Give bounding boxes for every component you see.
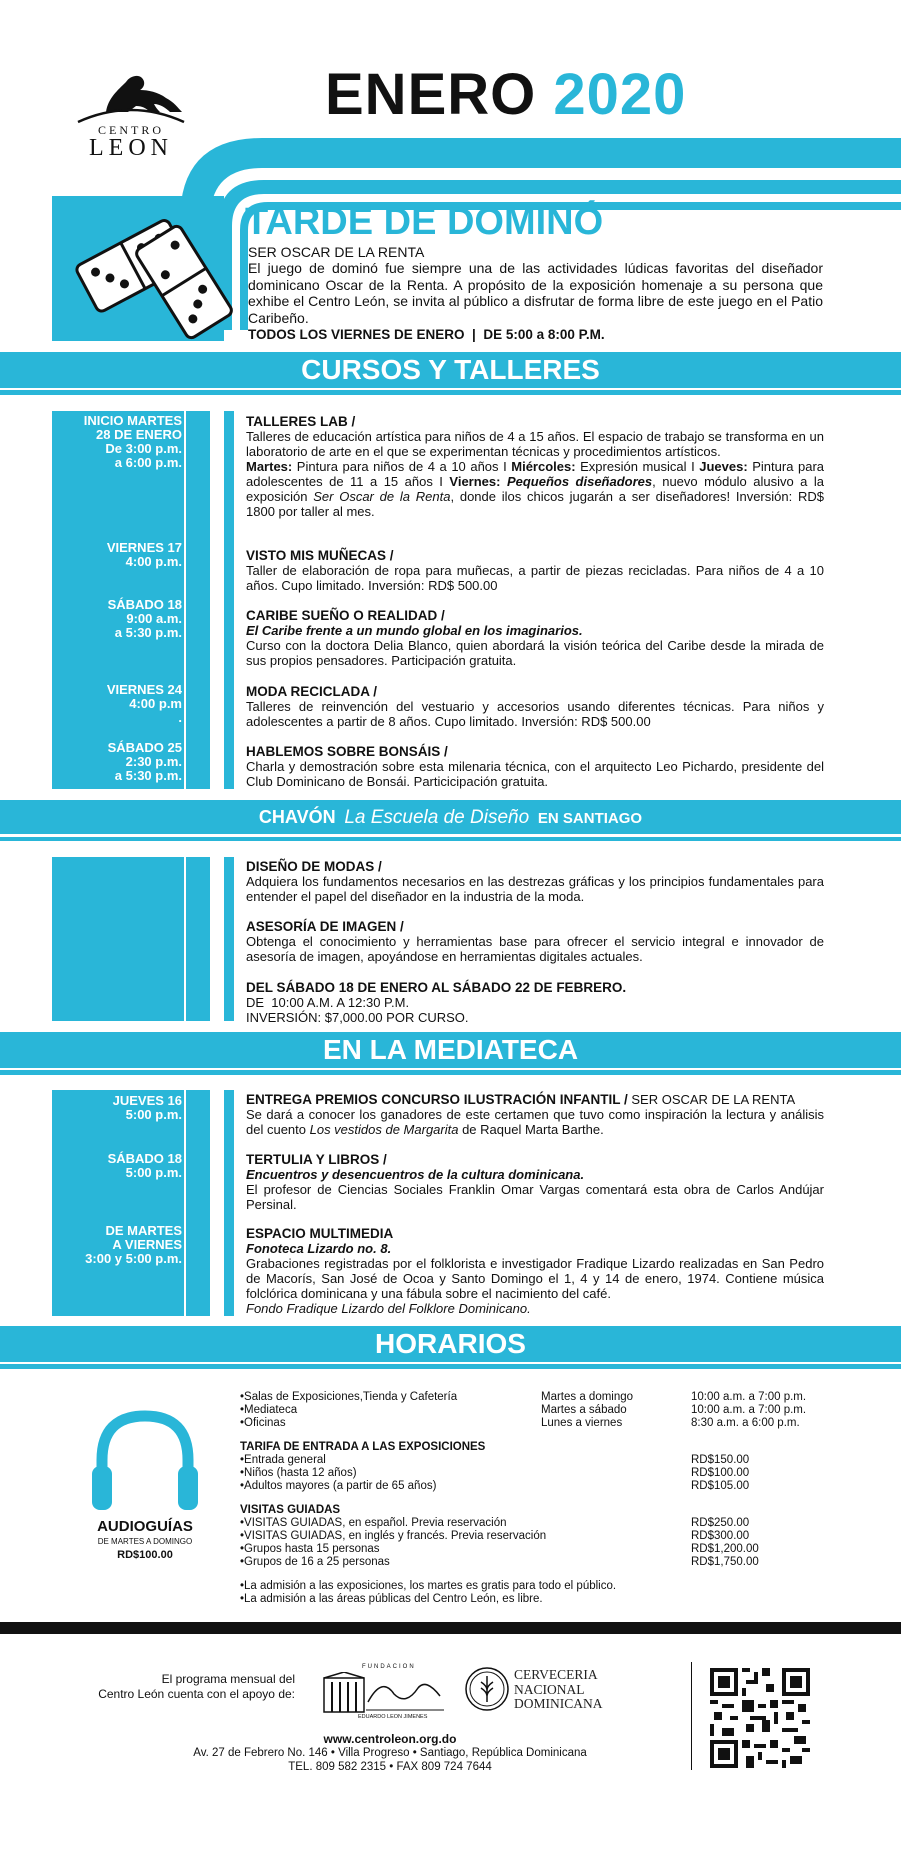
support-line: Centro León cuenta con el apoyo de: xyxy=(98,1687,295,1701)
horarios-band xyxy=(0,1326,901,1362)
domino-subtitle: SER OSCAR DE LA RENTA xyxy=(248,244,425,260)
curso-description: Curso con la doctora Delia Blanco, quien abordará la visión teórica del Caribe desde la mirada de sus propios pensadores. Participación gratuita. xyxy=(246,638,824,668)
cerveceria-text xyxy=(514,1668,603,1712)
schedule-place: •Mediateca xyxy=(240,1404,298,1416)
chavon-item-title: ASESORÍA DE IMAGEN / xyxy=(246,919,404,934)
date-line: 4:00 p.m xyxy=(129,696,182,711)
date-line: INICIO MARTES xyxy=(83,413,182,428)
chavon-band xyxy=(0,800,901,834)
credit-text: Fondo Fradique Lizardo del Folklore Dominicano. xyxy=(246,1301,531,1316)
date-line: De 3:00 p.m. xyxy=(105,441,182,456)
chavon-item xyxy=(246,859,824,904)
logo-line-1: CENTRO xyxy=(98,123,164,137)
curso-title: MODA RECICLADA / xyxy=(246,684,377,699)
wheat-emblem-icon xyxy=(464,1666,510,1712)
page-title xyxy=(325,62,686,128)
curso-description: Charla y demostración sobre esta milenaria técnica, con el arquitecto Leo Pichardo, presidente del Club Dominicano de Bonsái. Particicipación gratuita. xyxy=(246,759,824,789)
audioguide-block xyxy=(82,1408,208,1568)
mediateca-date-column xyxy=(52,1090,184,1316)
cursos-band-title: CURSOS Y TALLERES xyxy=(301,354,600,385)
curso-date xyxy=(52,598,182,640)
chavon-location: EN SANTIAGO xyxy=(537,810,643,827)
chavon-dates-price: INVERSIÓN: $7,000.00 POR CURSO. xyxy=(246,1010,469,1025)
tarifa-label: •Niños (hasta 12 años) xyxy=(240,1467,357,1479)
domino-schedule: TODOS LOS VIERNES DE ENERO | DE 5:00 a 8:00 P.M. xyxy=(248,327,605,342)
date-line: A VIERNES xyxy=(112,1237,182,1252)
mediateca-item-title: TERTULIA Y LIBROS / xyxy=(246,1152,387,1167)
date-line: a 5:30 p.m. xyxy=(114,625,182,640)
mediateca-item-credit xyxy=(246,1301,824,1316)
date-line: 4:00 p.m. xyxy=(125,554,182,569)
cursos-date-column-strip xyxy=(186,411,210,789)
mediateca-item xyxy=(246,1152,824,1212)
qr-code-icon[interactable] xyxy=(710,1668,810,1768)
curso-date xyxy=(52,541,182,569)
visitas-label: •Grupos de 16 a 25 personas xyxy=(240,1556,390,1568)
admission-note: •La admisión a las exposiciones, los martes es gratis para todo el público. xyxy=(240,1580,617,1592)
text: , donde ilos chicos jugarán a ser diseñadores! Inversión: RD$ 1800 por taller al mes. xyxy=(246,489,824,519)
building-icon xyxy=(322,1672,446,1716)
text: Pintura para adolescentes de 11 a 15 años I xyxy=(246,459,825,489)
curso-date xyxy=(52,683,182,725)
subtitle-text: Encuentros y desencuentros de la cultura dominicana. xyxy=(246,1167,585,1182)
chavon-dates-hours: DE 10:00 A.M. A 12:30 P.M. xyxy=(246,995,410,1010)
mediateca-date-column-strip-thin xyxy=(224,1090,234,1316)
text: Expresión musical I xyxy=(575,459,700,474)
curso-item xyxy=(246,608,824,668)
text: , nuevo módulo alusivo a la exposición xyxy=(246,474,824,504)
cursos-band xyxy=(0,352,901,388)
mediateca-band-title: EN LA MEDIATECA xyxy=(322,1034,579,1065)
chavon-item-description: Obtenga el conocimiento y herramientas base para ofrecer el servicio integral e innovador de asesoría de imagen, apoyándose en herramientas digitales actuales. xyxy=(246,934,824,964)
mediateca-date xyxy=(52,1094,182,1122)
date-line: 9:00 a.m. xyxy=(126,611,182,626)
date-line: JUEVES 16 xyxy=(112,1093,182,1108)
chavon-item-description: Adquiera los fundamentos necesarios en las destrezas gráficas y los principios fundamentales para entender el papel del diseñador en la industria de la moda. xyxy=(246,874,824,904)
mediateca-item-title xyxy=(246,1092,824,1107)
title-suffix: SER OSCAR DE LA RENTA xyxy=(627,1092,796,1107)
curso-item xyxy=(246,684,824,729)
curso-subtitle xyxy=(246,623,824,638)
curso-item xyxy=(246,414,824,519)
fundacion-logo[interactable] xyxy=(322,1664,446,1724)
visitas-label: •VISITAS GUIADAS, en inglés y francés. Previa reservación xyxy=(240,1530,547,1542)
chavon-item xyxy=(246,919,824,964)
phone-fax: TEL. 809 582 2315 • FAX 809 724 7644 xyxy=(288,1761,492,1773)
date-line: SÁBADO 18 xyxy=(107,597,182,612)
visitas-price: RD$300.00 xyxy=(691,1530,750,1542)
mediateca-band xyxy=(0,1032,901,1068)
mediateca-date xyxy=(52,1224,182,1266)
schedule-place: •Oficinas xyxy=(240,1417,286,1429)
day-label: Martes: xyxy=(246,459,293,474)
curso-item xyxy=(246,744,824,789)
band-stripe xyxy=(0,837,901,841)
support-text xyxy=(60,1672,295,1702)
text: Se dará a conocer los ganadores de este certamen que tuvo como inspiración la lectura y análisis del cuento xyxy=(246,1107,824,1137)
footer-divider xyxy=(0,1622,901,1634)
text: de Raquel Marta Barthe. xyxy=(458,1122,604,1137)
text: Pintura para niños de 4 a 10 años I xyxy=(292,459,512,474)
logo-line-2: LEON xyxy=(89,135,173,161)
domino-icon xyxy=(66,204,236,344)
website-link[interactable]: www.centroleon.org.do xyxy=(323,1732,457,1746)
schedule-hours: 10:00 a.m. a 7:00 p.m. xyxy=(691,1404,807,1416)
mediateca-item-subtitle xyxy=(246,1241,824,1256)
exhibit-name: Ser Oscar de la Renta xyxy=(313,489,451,504)
cursos-date-column-strip-thin xyxy=(224,411,234,789)
date-line: a 5:30 p.m. xyxy=(114,768,182,783)
tarifa-label: •Entrada general xyxy=(240,1454,326,1466)
mediateca-item-description: El profesor de Ciencias Sociales Franklin Omar Vargas comentará esta obra de Carlos Andújar Persinal. xyxy=(246,1182,824,1212)
tarifa-price: RD$100.00 xyxy=(691,1467,750,1479)
title-year: 2020 xyxy=(553,62,687,127)
headphones-icon xyxy=(82,1408,208,1516)
chavon-date-column-strip xyxy=(186,857,210,1021)
subtitle-text: Fonoteca Lizardo no. 8. xyxy=(246,1241,392,1256)
day-label: Jueves: xyxy=(699,459,748,474)
cerveceria-line: NACIONAL xyxy=(514,1681,585,1697)
date-line: SÁBADO 25 xyxy=(107,740,182,755)
chavon-dates-title: DEL SÁBADO 18 DE ENERO AL SÁBADO 22 DE FEBRERO. xyxy=(246,980,627,995)
chavon-date-column xyxy=(52,857,184,1021)
fundacion-bottom-text: EDUARDO LEON JIMENES xyxy=(358,1714,428,1720)
subtitle-text: El Caribe frente a un mundo global en los imaginarios. xyxy=(246,623,583,638)
date-line: 28 DE ENERO xyxy=(96,427,182,442)
address: Av. 27 de Febrero No. 146 • Villa Progreso • Santiago, República Dominicana xyxy=(193,1747,587,1759)
tarifa-title: TARIFA DE ENTRADA A LAS EXPOSICIONES xyxy=(240,1441,486,1453)
title-text: ENTREGA PREMIOS CONCURSO ILUSTRACIÓN INFANTIL / xyxy=(246,1092,628,1107)
visitas-label: •Grupos hasta 15 personas xyxy=(240,1543,380,1555)
date-line: DE MARTES xyxy=(105,1223,182,1238)
mediateca-date-column-strip xyxy=(186,1090,210,1316)
chavon-band-title xyxy=(0,800,901,836)
curso-title: HABLEMOS SOBRE BONSÁIS / xyxy=(246,744,448,759)
date-line: SÁBADO 18 xyxy=(107,1151,182,1166)
mediateca-item-subtitle xyxy=(246,1167,824,1182)
date-line: a 6:00 p.m. xyxy=(114,455,182,470)
admission-note: •La admisión a las áreas públicas del Centro León, es libre. xyxy=(240,1593,543,1605)
band-stripe xyxy=(0,1364,901,1369)
module-name: Pequeños diseñadores xyxy=(506,474,653,489)
mediateca-item-description: Grabaciones registradas por el folklorista e investigador Fradique Lizardo realizadas en San Pedro de Macorís, San José de Ocoa y Santo Domingo el 1, 4 y 14 de enero, 1974. Contiene música folclórica dominicana y una fábula sobre el nacimiento del café. xyxy=(246,1256,824,1301)
curso-title: CARIBE SUEÑO O REALIDAD / xyxy=(246,608,445,623)
curso-description: Talleres de reinvención del vestuario y accesorios usando diferentes técnicas. Para niños y adolescentes a partir de 8 años. Cupo limitado. Inversión: RD$ 500.00 xyxy=(246,699,824,729)
band-stripe xyxy=(0,390,901,395)
tarifa-label: •Adultos mayores (a partir de 65 años) xyxy=(240,1480,437,1492)
chavon-date-column-strip-thin xyxy=(224,857,234,1021)
support-line: El programa mensual del xyxy=(161,1672,295,1686)
curso-date xyxy=(52,741,182,783)
schedule-hours: 8:30 a.m. a 6:00 p.m. xyxy=(691,1417,800,1429)
curso-schedule-detail xyxy=(246,459,824,519)
audioguide-price: RD$100.00 xyxy=(117,1549,173,1561)
date-line: 5:00 p.m. xyxy=(125,1165,182,1180)
schedule-days: Lunes a viernes xyxy=(541,1417,623,1429)
audioguide-days: DE MARTES A DOMINGO xyxy=(97,1537,193,1546)
lion-icon xyxy=(66,68,196,128)
schedule-days: Martes a domingo xyxy=(541,1391,634,1403)
day-label: Viernes: xyxy=(449,474,507,489)
cerveceria-logo[interactable] xyxy=(464,1666,614,1716)
visitas-title: VISITAS GUIADAS xyxy=(240,1504,341,1516)
title-month: ENERO xyxy=(325,62,537,127)
mediateca-date xyxy=(52,1152,182,1180)
chavon-school: La Escuela de Diseño xyxy=(344,807,530,828)
chavon-item-title: DISEÑO DE MODAS / xyxy=(246,859,382,874)
date-line: . xyxy=(178,710,182,725)
curso-description: Talleres de educación artística para niños de 4 a 15 años. El espacio de trabajo se transforma en un laboratorio de arte en el que se experimentan técnicas y procedimientos artísticos. xyxy=(246,429,824,459)
date-line: 5:00 p.m. xyxy=(125,1107,182,1122)
tarifa-price: RD$105.00 xyxy=(691,1480,750,1492)
date-line: VIERNES 24 xyxy=(106,682,182,697)
footer-contact xyxy=(150,1732,630,1774)
visitas-price: RD$250.00 xyxy=(691,1517,750,1529)
tarifa-price: RD$150.00 xyxy=(691,1454,750,1466)
band-stripe xyxy=(0,1070,901,1075)
audioguide-title: AUDIOGUÍAS xyxy=(97,1518,193,1535)
curso-description: Taller de elaboración de ropa para muñecas, a partir de piezas recicladas. Para niños de 4 a 10 años. Cupo limitado. Inversión: RD$ 500.00 xyxy=(246,563,824,593)
domino-title: TARDE DE DOMINÓ xyxy=(245,201,604,243)
book-title: Los vestidos de Margarita xyxy=(309,1122,459,1137)
day-label: Miércoles: xyxy=(511,459,576,474)
domino-body: El juego de dominó fue siempre una de las actividades lúdicas favoritas del diseñador dominicano Oscar de la Renta. A propósito de la exposición homenaje a su persona que exhibe el Centro León, se invita al público a disfrutar de forma libre de este juego en el Patio Caribeño. xyxy=(248,260,823,326)
mediateca-item-title: ESPACIO MULTIMEDIA xyxy=(246,1226,394,1241)
cerveceria-line: CERVECERIA xyxy=(514,1667,598,1682)
visitas-price: RD$1,200.00 xyxy=(691,1543,759,1555)
cerveceria-line: DOMINICANA xyxy=(514,1696,603,1711)
curso-item xyxy=(246,548,824,593)
visitas-price: RD$1,750.00 xyxy=(691,1556,759,1568)
horarios-band-title: HORARIOS xyxy=(375,1328,526,1359)
curso-date xyxy=(52,414,182,470)
schedule-place: •Salas de Exposiciones,Tienda y Cafetería xyxy=(240,1391,458,1403)
date-line: 2:30 p.m. xyxy=(125,754,182,769)
fundacion-top-text: FUNDACION xyxy=(362,1664,416,1670)
chavon-name: CHAVÓN xyxy=(258,807,336,827)
date-line: VIERNES 17 xyxy=(106,540,182,555)
visitas-label: •VISITAS GUIADAS, en español. Previa reservación xyxy=(240,1517,507,1529)
mediateca-item xyxy=(246,1226,824,1316)
curso-title: TALLERES LAB / xyxy=(246,414,356,429)
mediateca-item-description xyxy=(246,1107,824,1137)
curso-title: VISTO MIS MUÑECAS / xyxy=(246,548,394,563)
schedule-days: Martes a sábado xyxy=(541,1404,627,1416)
mediateca-item xyxy=(246,1092,824,1137)
chavon-dates xyxy=(246,980,824,1025)
footer-vertical-divider xyxy=(691,1662,692,1770)
schedule-hours: 10:00 a.m. a 7:00 p.m. xyxy=(691,1391,807,1403)
date-line: 3:00 y 5:00 p.m. xyxy=(85,1251,182,1266)
